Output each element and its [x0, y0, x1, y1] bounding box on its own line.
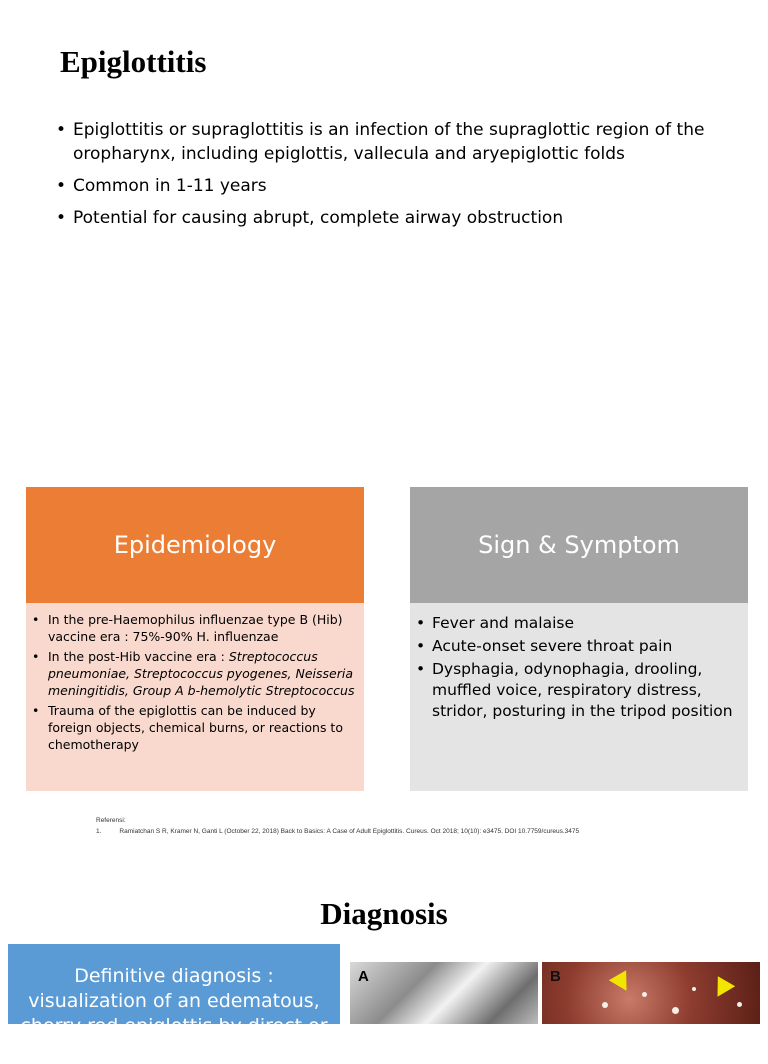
- epidemiology-heading: [26, 487, 364, 603]
- diagnosis-title: Diagnosis: [320, 896, 448, 931]
- tissue-speck: [602, 1002, 608, 1008]
- intro-bullet: • Epiglottitis or supraglottitis is an infection of the supraglottic region of the oropharynx, including epiglottis, vallecula and aryepiglottic folds: [56, 118, 726, 166]
- sign-symptom-body: [410, 603, 748, 791]
- slide-title: Epiglottitis: [60, 44, 207, 79]
- reference-text: Ramiatchan S R, Kramer N, Ganti L (October 22, 2018) Back to Basics: A Case of Adult Epiglottitis. Cureus. Oct 2018; 10(10): e3475. DOI 10.7759/cureus.3475: [119, 828, 580, 835]
- tissue-speck: [737, 1002, 742, 1007]
- epidemiology-body: [26, 603, 364, 791]
- definitive-diagnosis-text: Definitive diagnosis : visualization of an edematous, cherry red epiglottis by direct or indirect: [20, 965, 328, 1062]
- arrow-marker-icon: [609, 970, 635, 996]
- symptom-item: • Acute-onset severe throat pain: [414, 636, 742, 657]
- tissue-speck: [642, 992, 647, 997]
- reference-number: 1.: [96, 828, 102, 835]
- symptom-item: • Dysphagia, odynophagia, drooling, muffled voice, respiratory distress, stridor, posturing in the tripod position: [414, 659, 742, 722]
- sign-symptom-heading: [410, 487, 748, 603]
- tissue-speck: [692, 987, 696, 991]
- intro-bullet: • Common in 1-11 years: [56, 174, 726, 198]
- epidemiology-item: • Trauma of the epiglottis can be induced by foreign objects, chemical burns, or reactions to chemotherapy: [30, 702, 356, 753]
- reference-block: [96, 815, 716, 837]
- epidemiology-heading-text: Epidemiology: [113, 531, 277, 559]
- intro-bullet-list: [56, 118, 726, 238]
- sign-symptom-heading-text: Sign & Symptom: [478, 531, 680, 559]
- xray-image: [350, 962, 538, 1024]
- epidemiology-item-organisms: Streptococcus pneumoniae, Streptococcus pyogenes, Neisseria meningitidis, Group A b-hemolytic Streptococcus: [48, 649, 355, 698]
- endoscopy-image: [542, 962, 760, 1024]
- image-label-a: A: [358, 968, 369, 985]
- intro-bullet: • Potential for causing abrupt, complete airway obstruction: [56, 206, 726, 230]
- image-label-b: B: [550, 968, 561, 985]
- epidemiology-item: [30, 648, 356, 699]
- epidemiology-item-prefix: In the post-Hib vaccine era :: [48, 649, 229, 664]
- tissue-speck: [672, 1007, 679, 1014]
- symptom-item: • Fever and malaise: [414, 613, 742, 634]
- definitive-diagnosis-box: [8, 944, 340, 1062]
- reference-label: Referensi:: [96, 817, 126, 824]
- arrow-marker-icon: [709, 976, 735, 1002]
- epidemiology-item: • In the pre-Haemophilus influenzae type B (Hib) vaccine era : 75%-90% H. influenzae: [30, 611, 356, 645]
